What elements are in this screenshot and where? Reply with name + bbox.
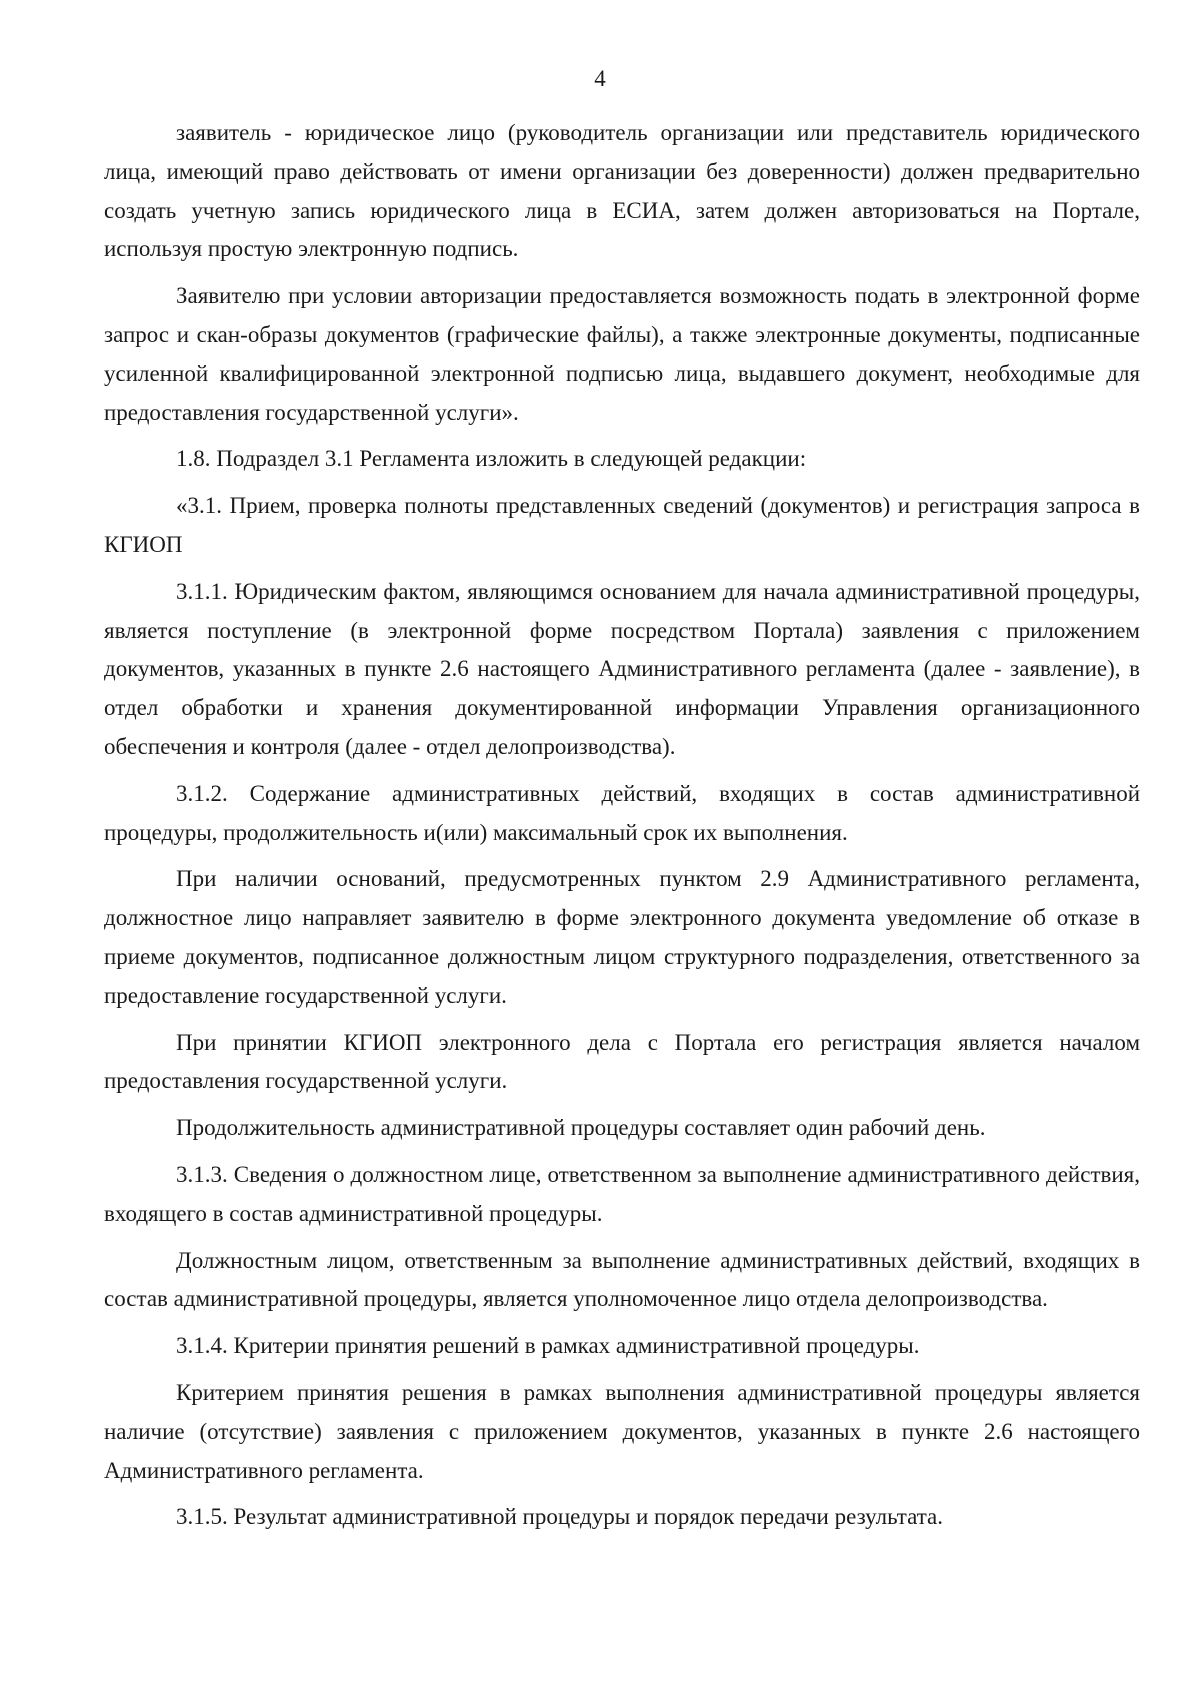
paragraph: 3.1.3. Сведения о должностном лице, ответственном за выполнение административного действия, входящего в состав административной процедуры.: [104, 1161, 1140, 1226]
document-body: [104, 114, 1140, 1545]
paragraph: 3.1.5. Результат административной процедуры и порядок передачи результата.: [176, 1504, 943, 1530]
paragraph: Должностным лицом, ответственным за выполнение административных действий, входящих в состав административной процедуры, является уполномоченное лицо отдела делопроизводства.: [104, 1247, 1140, 1312]
paragraph: заявитель - юридическое лицо (руководитель организации или представитель юридического лица, имеющий право действовать от имени организации без доверенности) должен предварительно создать учетную запись юридического лица в ЕСИА, затем должен авторизоваться на Портале, используя простую электронную подпись.: [104, 120, 1140, 262]
paragraph: Продолжительность административной процедуры составляет один рабочий день.: [176, 1115, 986, 1141]
page-number: 4: [594, 66, 606, 91]
paragraph: 3.1.1. Юридическим фактом, являющимся основанием для начала административной процедуры, является поступление (в электронной форме посредством Портала) заявления с приложением документов, указанных в пункте 2.6 настоящего Административного регламента (далее - заявление), в отдел обработки и хранения документированной информации Управления организационного обеспечения и контроля (далее - отдел делопроизводства).: [104, 578, 1140, 759]
paragraph: 3.1.2. Содержание административных действий, входящих в состав административной процедуры, продолжительность и(или) максимальный срок их выполнения.: [104, 780, 1140, 845]
paragraph: «3.1. Прием, проверка полноты представленных сведений (документов) и регистрация запроса в КГИОП: [104, 493, 1140, 557]
paragraph: 1.8. Подраздел 3.1 Регламента изложить в следующей редакции:: [176, 446, 807, 472]
paragraph: При наличии оснований, предусмотренных пунктом 2.9 Административного регламента, должностное лицо направляет заявителю в форме электронного документа уведомление об отказе в приеме документов, подписанное должностным лицом структурного подразделения, ответственного за предоставление государственной услуги.: [104, 866, 1140, 1008]
paragraph: Заявителю при условии авторизации предоставляется возможность подать в электронной форме запрос и скан-образы документов (графические файлы), а также электронные документы, подписанные усиленной квалифицированной электронной подписью лица, выдавшего документ, необходимые для предоставления государственной услуги».: [104, 283, 1140, 425]
paragraph: Критерием принятия решения в рамках выполнения административной процедуры является наличие (отсутствие) заявления с приложением документов, указанных в пункте 2.6 настоящего Административного регламента.: [104, 1379, 1140, 1483]
paragraph: 3.1.4. Критерии принятия решений в рамках административной процедуры.: [176, 1333, 920, 1359]
paragraph: При принятии КГИОП электронного дела с Портала его регистрация является началом предоставления государственной услуги.: [104, 1029, 1140, 1094]
